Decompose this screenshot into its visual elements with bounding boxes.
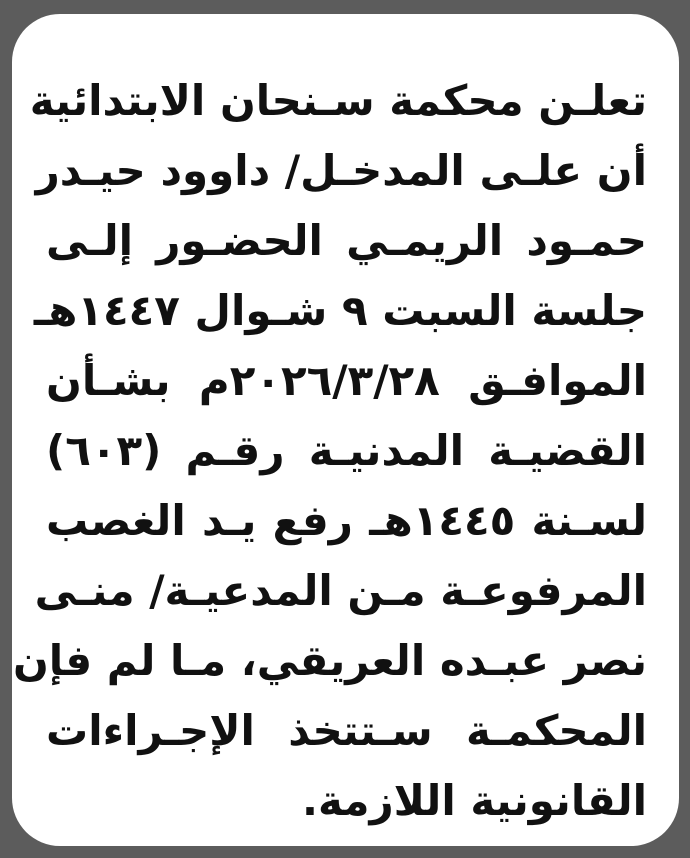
notice-line-3: حمـود الريمـي الحضـور إلـى	[46, 216, 647, 265]
notice-line-6: القضيـة المدنيـة رقـم (٦٠٣)	[46, 426, 647, 475]
notice-line-5: الموافـق ٢٠٢٦/٣/٢٨م بشـأن	[46, 356, 647, 405]
notice-line-9: نصر عبـده العريقي، مـا لم فإن	[12, 636, 647, 685]
notice-line-4: جلسة السبت ٩ شـوال ١٤٤٧هـ	[33, 286, 647, 335]
notice-line-7: لسـنة ١٤٤٥هـ رفع يـد الغصب	[46, 496, 647, 545]
notice-line-10: المحكمـة سـتتخذ الإجـراءات	[46, 706, 647, 755]
notice-line-2: أن علـى المدخـل/ داوود حيـدر	[35, 146, 647, 195]
notice-line-8: المرفوعـة مـن المدعيـة/ منـى	[34, 566, 647, 615]
court-notice-text	[12, 66, 647, 836]
notice-line-1: تعلـن محكمة سـنحان الابتدائية	[29, 76, 647, 125]
notice-card	[12, 14, 679, 846]
notice-line-11: القانونية اللازمة.	[302, 776, 647, 825]
